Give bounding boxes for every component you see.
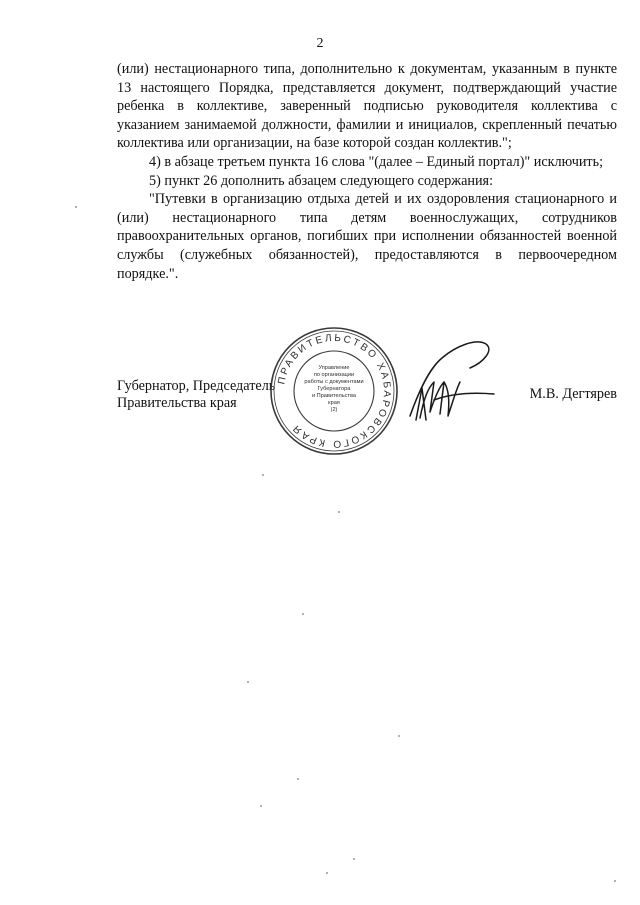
seal-ring-text: ПРАВИТЕЛЬСТВО ХАБАРОВСКОГО КРАЯ — [276, 332, 393, 450]
seal-center-line-3: работы с документами — [304, 379, 364, 385]
seal-center-line-7: (2) — [330, 407, 338, 413]
scan-speck — [297, 778, 299, 780]
signer-title — [117, 378, 275, 411]
paragraph-item-5: 5) пункт 26 дополнить абзацем следующего содержания: — [149, 172, 494, 189]
paragraph-item-4: 4) в абзаце третьем пункта 16 слова "(далее – Единый портал)" исключить; — [149, 153, 604, 170]
paragraph-quote: "Путевки в организацию отдыха детей и их оздоровления стационарного и (или) нестационарного типа детям военнослужащих, сотрудников правоохранительных органов, погибших при исполнении обязанностей военной службы (служебных обязанностей), предоставляются в первоочередном порядке.". — [117, 191, 617, 282]
scan-speck — [302, 613, 304, 615]
document-body — [117, 60, 617, 283]
seal-center-line-1: Управление — [318, 365, 350, 371]
scan-speck — [338, 511, 340, 513]
scan-speck — [75, 206, 77, 208]
page-number: 2 — [316, 36, 324, 51]
seal-center-line-4: Губернатора — [317, 386, 351, 392]
signer-title-line-2: Правительства края — [117, 394, 237, 411]
signer-name: М.В. Дегтярев — [529, 386, 617, 402]
signer-title-line-1: Губернатор, Председатель — [117, 378, 276, 394]
scan-speck — [353, 858, 355, 860]
scan-speck — [260, 805, 262, 807]
seal-center-line-2: по организации — [313, 372, 355, 378]
official-seal-stamp — [268, 325, 400, 457]
seal-center-line-6: края — [328, 400, 340, 406]
seal-center-line-5: и Правительства — [312, 393, 356, 399]
scan-speck — [398, 735, 400, 737]
scan-speck — [614, 880, 616, 882]
paragraph-continuation: (или) нестационарного типа, дополнительно к документам, указанным в пункте 13 настоящего Порядка, представляется документ, подтверждающий участие ребенка в коллективе, заверенный подписью руководителя коллектива с указанием занимаемой должности, фамилии и инициалов, скрепленный печатью коллектива или организации, на базе которой создан коллектив."; — [117, 61, 617, 152]
handwritten-signature — [390, 328, 500, 438]
scan-speck — [262, 474, 264, 476]
scan-speck — [326, 872, 328, 874]
scan-speck — [247, 681, 249, 683]
